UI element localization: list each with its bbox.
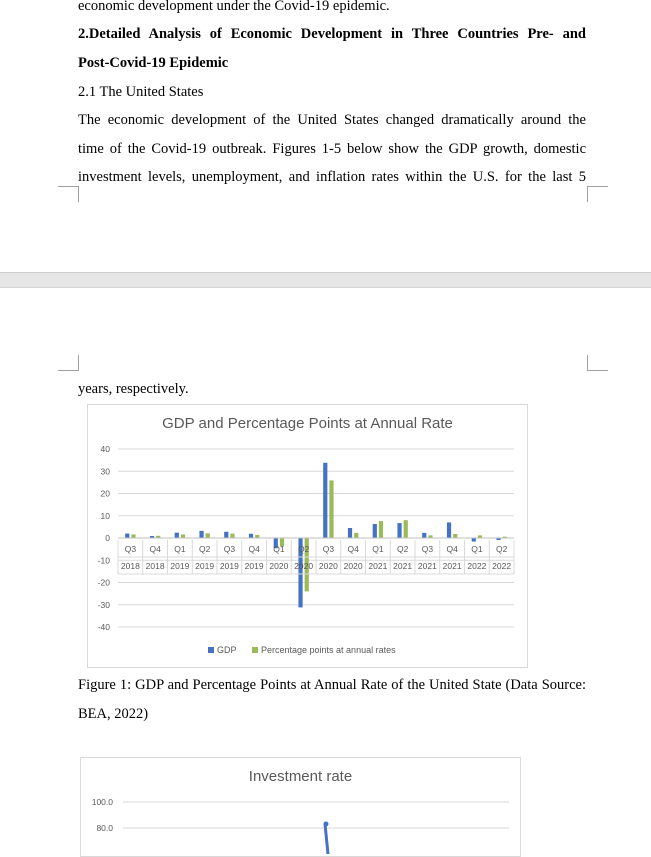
bar-gdp — [373, 524, 377, 538]
x-tick-quarter: Q1 — [174, 544, 186, 554]
x-tick-year: 2018 — [145, 561, 165, 571]
legend-label-percentage-points: Percentage points at annual rates — [261, 645, 396, 655]
x-tick-year: 2020 — [343, 561, 363, 571]
bar-gdp — [224, 532, 228, 538]
figure-caption-line1: Figure 1: GDP and Percentage Points at Annual Rate of the United State (Data Source: — [78, 677, 586, 693]
gdp-chart[interactable] — [87, 404, 528, 668]
x-tick-quarter: Q2 — [495, 544, 508, 554]
x-tick-quarter: Q3 — [223, 544, 236, 554]
x-tick-quarter: Q4 — [347, 544, 359, 554]
bar-gdp — [323, 463, 327, 538]
x-tick-year: 2019 — [170, 561, 190, 571]
section-heading-line2: Post-Covid-19 Epidemic — [78, 55, 229, 71]
x-tick-quarter: Q2 — [198, 544, 211, 554]
bar-gdp — [125, 534, 129, 538]
paragraph-line: The economic development of the United States changed dramatically around the — [78, 112, 586, 128]
section-heading-line1: 2.Detailed Analysis of Economic Development in Three Countries Pre- and — [78, 26, 586, 42]
x-tick-year: 2021 — [442, 561, 462, 571]
bar-percentage-points — [206, 533, 210, 538]
bar-percentage-points — [379, 521, 383, 538]
text-line: economic development under the Covid-19 epidemic. — [78, 0, 390, 14]
bar-gdp — [422, 533, 426, 538]
bar-percentage-points — [230, 534, 234, 538]
bar-gdp — [397, 523, 401, 538]
margin-corner-mark — [58, 355, 79, 371]
x-tick-quarter: Q2 — [297, 544, 310, 554]
investment-chart[interactable] — [80, 757, 521, 857]
x-tick-quarter: Q4 — [149, 544, 161, 554]
x-tick-year: 2020 — [294, 561, 314, 571]
bar-gdp — [199, 531, 203, 538]
bar-gdp — [175, 533, 179, 538]
x-tick-year: 2018 — [120, 561, 140, 571]
legend-swatch-gdp — [208, 647, 214, 653]
investment-chart-plot — [81, 758, 520, 856]
x-tick-year: 2019 — [244, 561, 264, 571]
y-tick-label: -40 — [97, 622, 110, 632]
gdp-chart-plot — [88, 405, 527, 667]
bar-gdp — [447, 522, 451, 538]
chart-title: GDP and Percentage Points at Annual Rate — [162, 415, 453, 432]
x-tick-quarter: Q3 — [421, 544, 434, 554]
bar-percentage-points — [453, 534, 457, 538]
legend-label-gdp: GDP — [217, 645, 237, 655]
x-tick-quarter: Q1 — [471, 544, 483, 554]
x-tick-quarter: Q4 — [446, 544, 458, 554]
margin-corner-mark — [587, 355, 608, 371]
chart-title: Investment rate — [248, 768, 353, 785]
x-tick-quarter: Q2 — [396, 544, 409, 554]
x-tick-year: 2020 — [269, 561, 289, 571]
margin-corner-mark — [587, 186, 608, 202]
y-tick-label: -10 — [97, 555, 110, 566]
chart-legend — [208, 645, 396, 655]
paragraph-line: investment levels, unemployment, and inflation rates within the U.S. for the last 5 — [78, 169, 586, 185]
paragraph-line: time of the Covid-19 outbreak. Figures 1-5 below show the GDP growth, domestic — [78, 141, 586, 157]
bar-percentage-points — [404, 520, 408, 538]
bar-gdp — [348, 528, 352, 538]
x-tick-quarter: Q3 — [124, 544, 137, 554]
y-tick-label: 30 — [100, 466, 110, 477]
x-tick-year: 2022 — [492, 561, 512, 571]
y-tick-label: 80.0 — [96, 823, 113, 833]
y-tick-label: -20 — [97, 577, 110, 588]
y-tick-label: 100.0 — [91, 797, 113, 807]
x-tick-year: 2022 — [467, 561, 487, 571]
subsection-heading: 2.1 The United States — [78, 84, 204, 100]
x-tick-year: 2021 — [417, 561, 437, 571]
category-label-table — [118, 540, 514, 574]
x-tick-quarter: Q3 — [322, 544, 335, 554]
y-tick-label: 10 — [100, 510, 110, 521]
figure-caption-line2: BEA, 2022) — [78, 706, 149, 722]
margin-corner-mark — [58, 186, 79, 202]
y-tick-label: 20 — [100, 488, 110, 499]
page-break-gap — [0, 272, 651, 288]
bar-gdp — [472, 538, 476, 542]
y-tick-label: 0 — [105, 533, 110, 543]
bar-gdp — [249, 534, 253, 538]
bar-percentage-points — [181, 534, 185, 538]
paragraph-continuation: years, respectively. — [78, 381, 189, 397]
x-tick-quarter: Q1 — [273, 544, 285, 554]
x-tick-year: 2021 — [393, 561, 413, 571]
x-tick-quarter: Q1 — [372, 544, 384, 554]
x-tick-year: 2020 — [318, 561, 338, 571]
x-tick-year: 2019 — [219, 561, 239, 571]
x-tick-year: 2021 — [368, 561, 388, 571]
investment-point — [324, 822, 329, 827]
bar-percentage-points — [354, 533, 358, 538]
legend-swatch-percentage-points — [252, 647, 258, 653]
bar-percentage-points — [131, 534, 135, 538]
y-tick-label: -30 — [97, 599, 110, 610]
y-tick-label: 40 — [100, 444, 110, 454]
x-tick-quarter: Q4 — [248, 544, 260, 554]
bar-percentage-points — [329, 480, 333, 538]
x-tick-year: 2019 — [195, 561, 215, 571]
